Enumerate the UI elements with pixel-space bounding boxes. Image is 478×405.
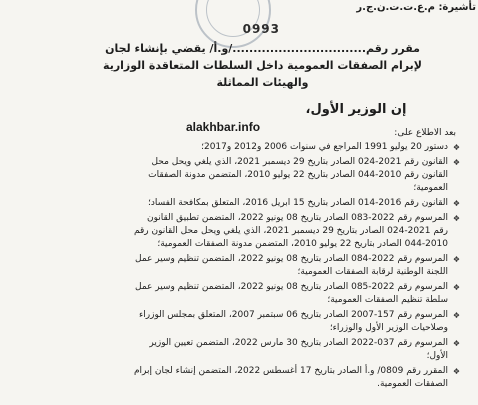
list-item: ❖ المرسوم رقم 157-2007 الصادر بتاريخ 06 سبتمبر 2007، المتعلق بمجلس الوزراء وصلاحيات الوزير الأول والوزراء؛ <box>130 309 460 335</box>
recital-heading: بعد الاطلاع على: <box>394 128 456 138</box>
list-item: ❖ دستور 20 يوليو 1991 المراجع في سنوات 2006 و2012 و2017؛ <box>130 141 460 154</box>
visa-tag: تأشيرة: م.ع.ت.ت.ن.ج.ر <box>356 2 476 13</box>
list-item: ❖ القانون رقم 2016-014 الصادر بتاريخ 15 ابريل 2016، المتعلق بمكافحة الفساد؛ <box>130 197 460 210</box>
list-item: ❖ المرسوم رقم 2022-084 الصادر بتاريخ 08 يونيو 2022، المتضمن تنظيم وسير عمل اللجنة الوطنية لرقابة الصفقات العمومية؛ <box>130 253 460 279</box>
watermark: alakhbar.info <box>186 120 261 134</box>
list-item: ❖ القانون رقم 2021-024 الصادر بتاريخ 29 ديسمبر 2021، الذي يلغي ويحل محل القانون رقم 2010-044 الصادر بتاريخ 22 يوليو 2010، المتضمن مدونة الصفقات العمومية؛ <box>130 156 460 195</box>
list-item: ❖ المرسوم رقم 037-2022 الصادر بتاريخ 30 مارس 2022، المتضمن تعيين الوزير الأول؛ <box>130 337 460 363</box>
list-item: ❖ المقرر رقم 0809/ و.أ الصادر بتاريخ 17 أغسطس 2022، المتضمن إنشاء لجان إبرام الصفقات العمومية. <box>130 365 460 391</box>
prime-minister-greeting: إن الوزير الأول، <box>305 102 407 117</box>
legal-references-list <box>130 141 460 393</box>
list-item: ❖ المرسوم رقم 2022-083 الصادر بتاريخ 08 يونيو 2022، المتضمن تطبيق القانون رقم 2021-024 الصادر بتاريخ 29 ديسمبر 2021، الذي يلغي ويحل محل القانون رقم 2010-044 الصادر بتاريخ 22 يوليو 2010، المتضمن مدونة الصفقات العمومية؛ <box>130 212 460 251</box>
list-item: ❖ المرسوم رقم 2022-085 الصادر بتاريخ 08 يونيو 2022، المتضمن تنظيم وسير عمل سلطة تنظيم الصفقات العمومية؛ <box>130 281 460 307</box>
decree-title: مقرر رقم................................/و.أ/ يقضي بإنشاء لجان لإبرام الصفقات العمومية داخل السلطات المتعاقدة الوزارية والهيئات المماثلة <box>103 42 422 89</box>
decree-number: 0993 <box>242 22 280 36</box>
